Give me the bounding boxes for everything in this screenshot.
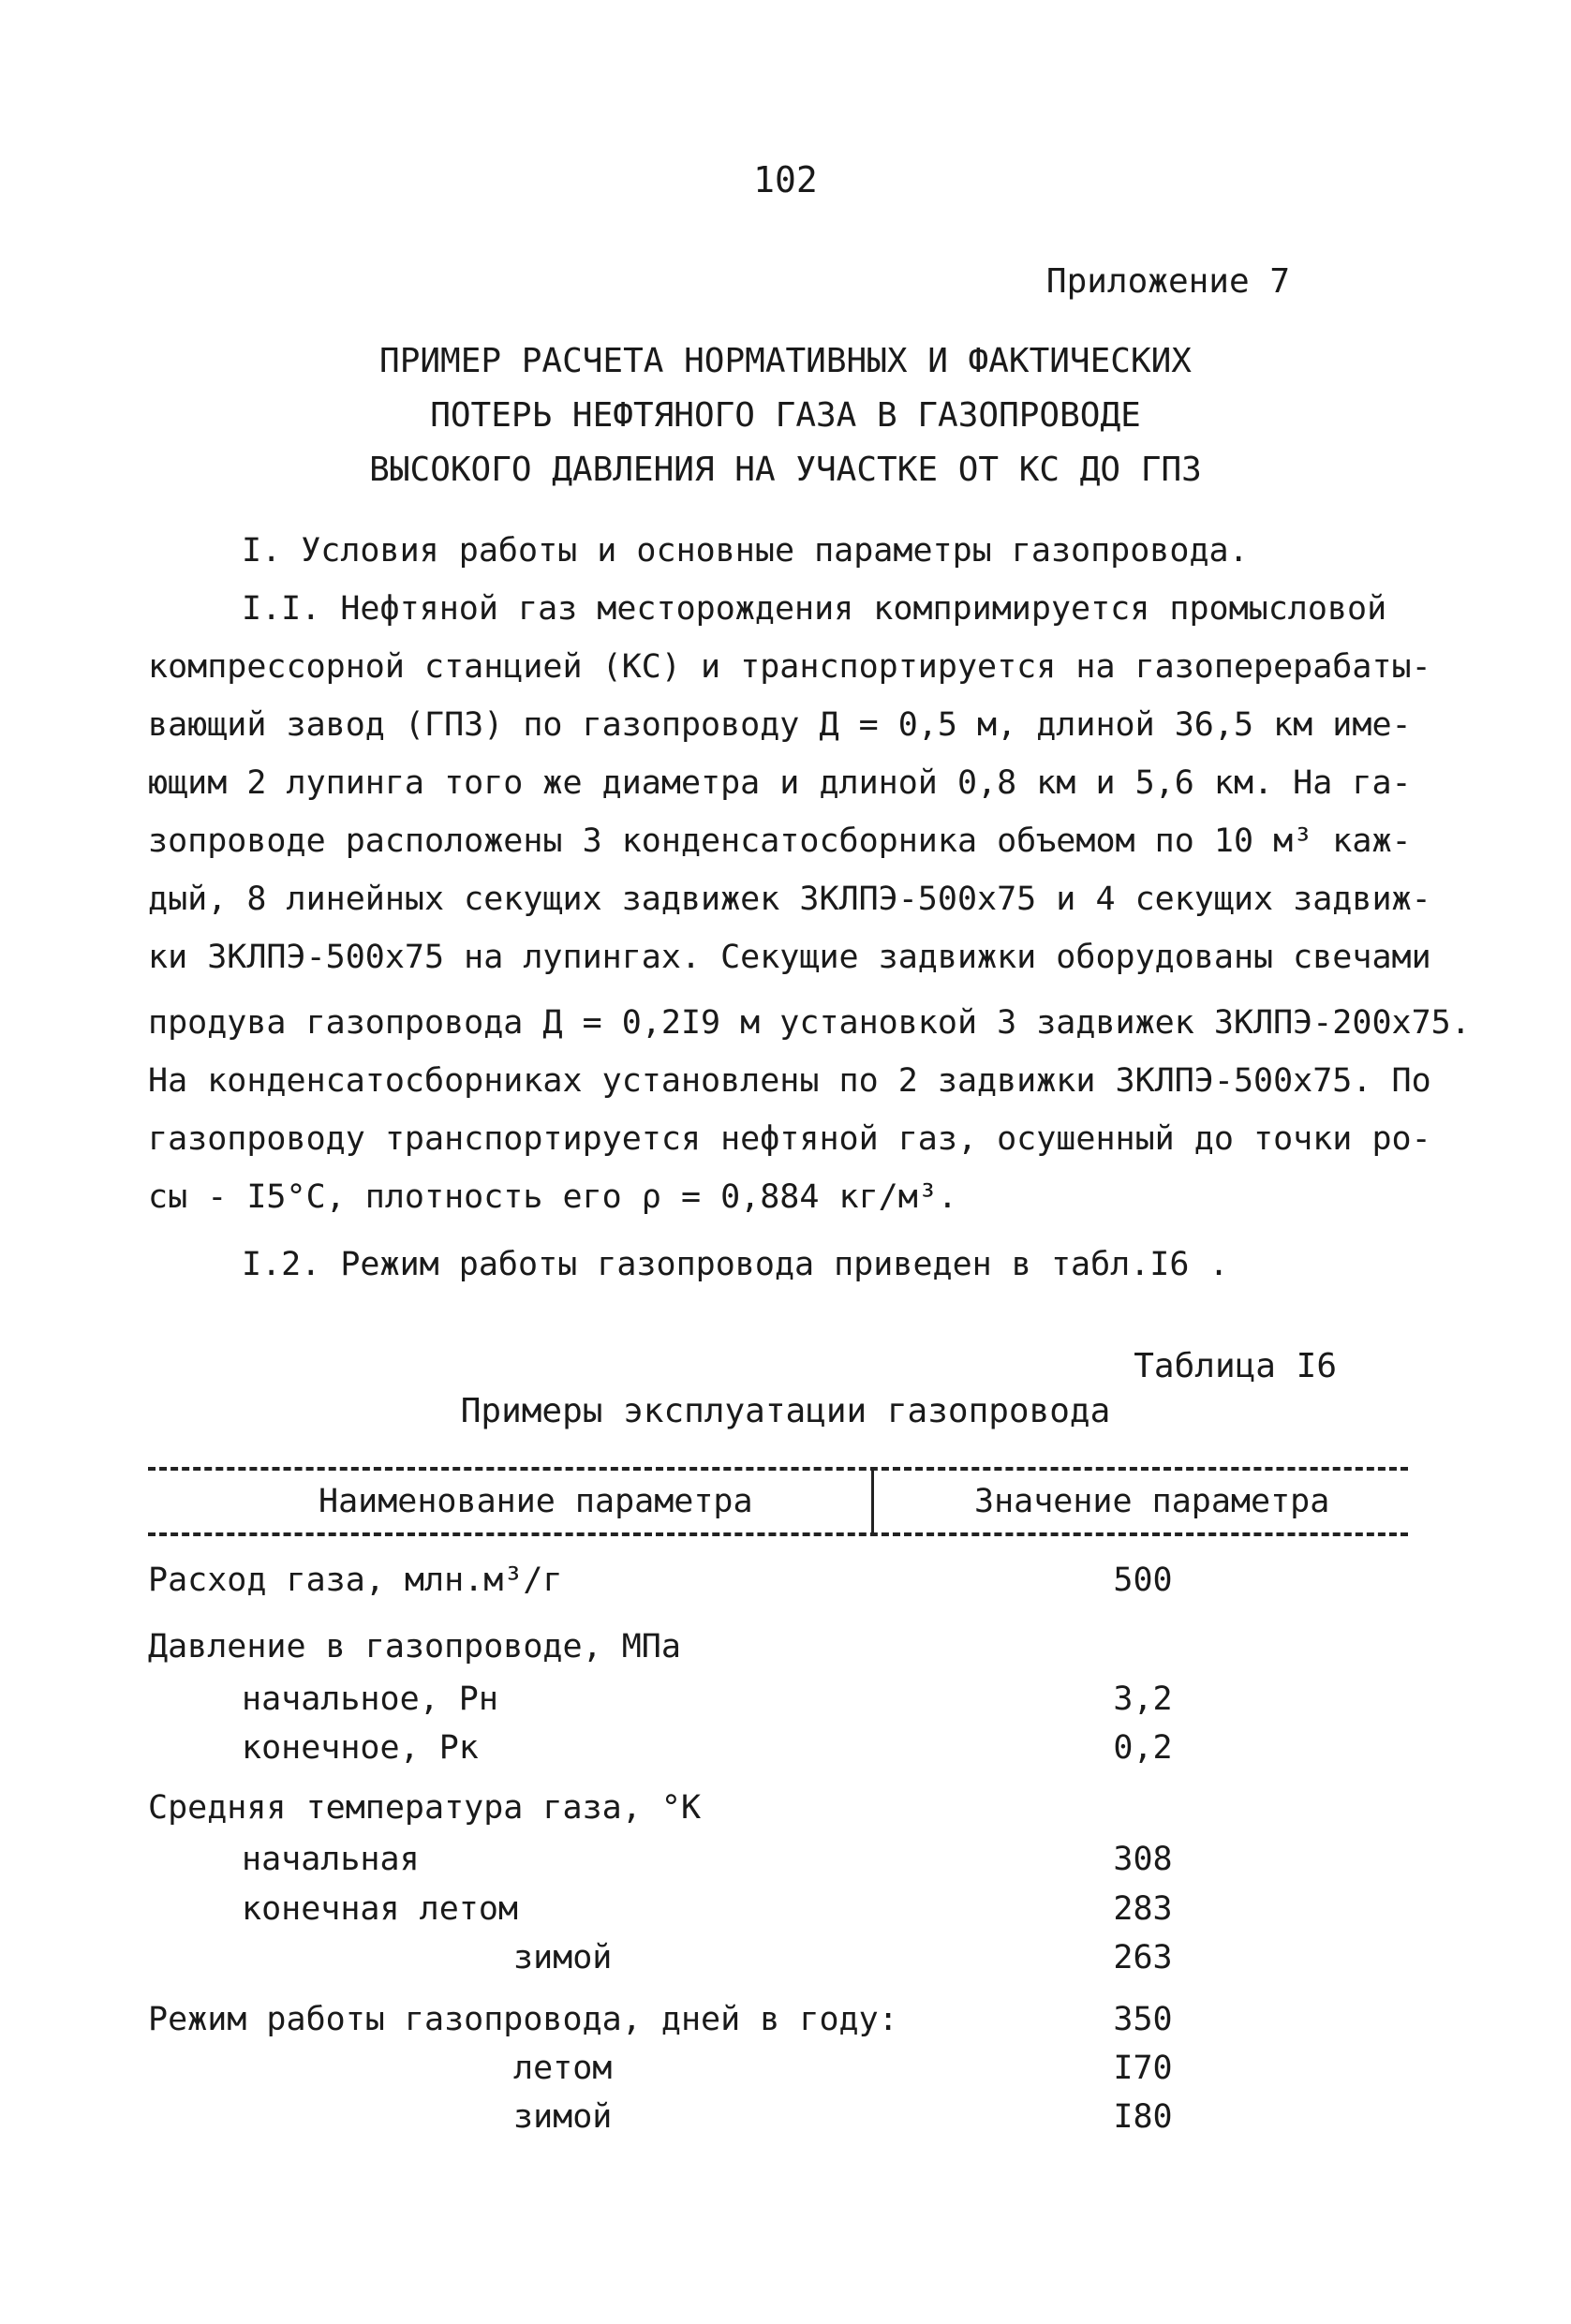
table-row-value: 0,2 bbox=[1113, 1729, 1173, 1767]
table-header-value: Значение параметра bbox=[974, 1483, 1330, 1520]
table-rule-header bbox=[148, 1532, 1408, 1536]
table-row-value: 283 bbox=[1113, 1890, 1173, 1928]
table-row-name: зимой bbox=[513, 2098, 613, 2136]
paragraph-line: сы - I5°С, плотность его ρ = 0,884 кг/м³. bbox=[148, 1178, 957, 1216]
table-row-value: I70 bbox=[1113, 2050, 1173, 2087]
appendix-label: Приложение 7 bbox=[1045, 262, 1290, 301]
document-title bbox=[0, 334, 1571, 497]
table-caption: Примеры эксплуатации газопровода bbox=[460, 1392, 1111, 1430]
table-row-value: 350 bbox=[1113, 2001, 1173, 2038]
section-heading: I. Условия работы и основные параметры газопровода. bbox=[242, 532, 1249, 570]
paragraph-line: газопроводу транспортируется нефтяной газ, осушенный до точки ро- bbox=[148, 1120, 1431, 1158]
table-row-name: конечная летом bbox=[242, 1890, 519, 1928]
table-header-name: Наименование параметра bbox=[319, 1483, 753, 1520]
table-row-name: конечное, Рк bbox=[242, 1729, 479, 1767]
table-row-name: зимой bbox=[513, 1939, 613, 1976]
table-row-value: 263 bbox=[1113, 1939, 1173, 1976]
table-row-name: Режим работы газопровода, дней в году: bbox=[148, 2001, 898, 2038]
paragraph-line: На конденсатосборниках установлены по 2 задвижки ЗКЛПЭ-500х75. По bbox=[148, 1062, 1431, 1100]
table-row-name: Средняя температура газа, °К bbox=[148, 1789, 702, 1827]
paragraph-line: дый, 8 линейных секущих задвижек ЗКЛПЭ-500х75 и 4 секущих задвиж- bbox=[148, 881, 1431, 918]
paragraph-line: I.I. Нефтяной газ месторождения компримируется промысловой bbox=[242, 590, 1387, 628]
table-row-name: Давление в газопроводе, МПа bbox=[148, 1628, 681, 1665]
title-line: ПРИМЕР РАСЧЕТА НОРМАТИВНЫХ И ФАКТИЧЕСКИХ bbox=[379, 342, 1192, 380]
paragraph-line: вающий завод (ГПЗ) по газопроводу Д = 0,5 м, длиной 36,5 км име- bbox=[148, 706, 1412, 744]
paragraph-line: зопроводе расположены 3 конденсатосборника объемом по 10 м³ каж- bbox=[148, 822, 1412, 860]
title-line: ВЫСОКОГО ДАВЛЕНИЯ НА УЧАСТКЕ ОТ КС ДО ГПЗ bbox=[369, 451, 1202, 489]
paragraph-line: продува газопровода Д = 0,2I9 м установкой 3 задвижек ЗКЛПЭ-200х75. bbox=[148, 1004, 1471, 1042]
table-row-name: летом bbox=[513, 2050, 613, 2087]
paragraph-line: ки ЗКЛПЭ-500х75 на лупингах. Секущие задвижки оборудованы свечами bbox=[148, 939, 1431, 976]
table-row-value: 308 bbox=[1113, 1841, 1173, 1878]
paragraph-line: компрессорной станцией (КС) и транспортируется на газоперерабаты- bbox=[148, 648, 1431, 686]
table-row-name: начальное, Рн bbox=[242, 1680, 498, 1718]
table-row-value: 3,2 bbox=[1113, 1680, 1173, 1718]
table-column-separator bbox=[871, 1467, 874, 1534]
table-row-value: I80 bbox=[1113, 2098, 1173, 2136]
table-row-value: 500 bbox=[1113, 1562, 1173, 1599]
paragraph-line: ющим 2 лупинга того же диаметра и длиной 0,8 км и 5,6 км. На га- bbox=[148, 764, 1412, 802]
table-rule-top bbox=[148, 1467, 1408, 1471]
title-line: ПОТЕРЬ НЕФТЯНОГО ГАЗА В ГАЗОПРОВОДЕ bbox=[430, 396, 1141, 435]
table-row-name: Расход газа, млн.м³/г bbox=[148, 1562, 563, 1599]
page-number: 102 bbox=[753, 159, 818, 200]
table-label: Таблица I6 bbox=[1134, 1347, 1337, 1385]
paragraph-1-2: I.2. Режим работы газопровода приведен в табл.I6 . bbox=[242, 1246, 1229, 1283]
table-row-name: начальная bbox=[242, 1841, 420, 1878]
